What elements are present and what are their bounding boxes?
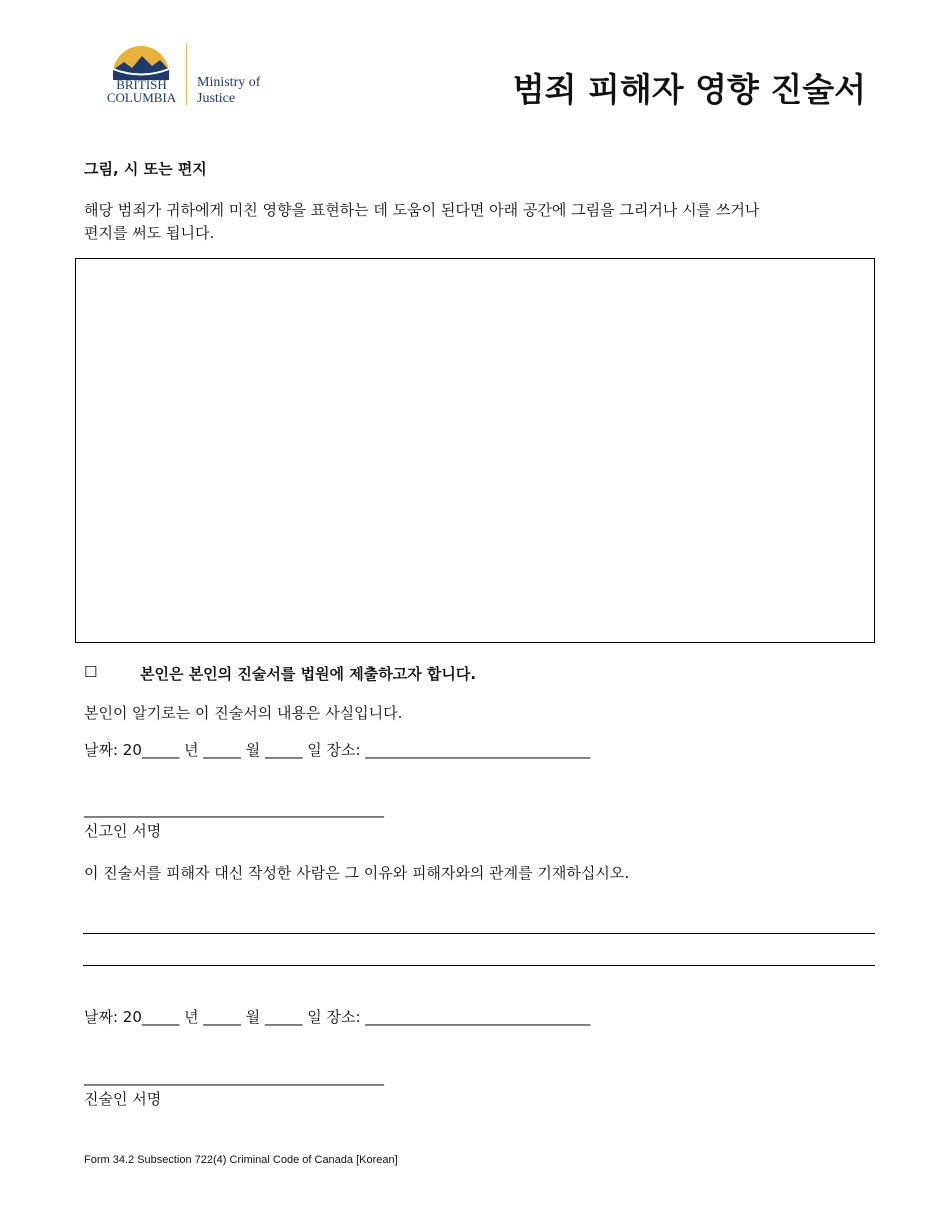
bc-sun-mountain-logo <box>112 42 170 80</box>
ministry-name: Ministry of Justice <box>197 75 261 106</box>
signature-line-2[interactable]: ________________________________________ <box>84 1068 384 1086</box>
answer-line-2[interactable] <box>83 965 875 966</box>
drawing-area[interactable] <box>75 258 875 643</box>
truth-statement: 본인이 알기로는 이 진술서의 내용은 사실입니다. <box>84 704 403 722</box>
instruction-line-2: 편지를 써도 됩니다. <box>84 224 215 242</box>
signature-label-2: 진술인 서명 <box>84 1090 162 1108</box>
proxy-note: 이 진술서를 피해자 대신 작성한 사람은 그 이유와 피해자와의 관계를 기재하십시오. <box>84 864 630 882</box>
signature-label-1: 신고인 서명 <box>84 822 162 840</box>
page-title: 범죄 피해자 영향 진술서 <box>512 70 866 109</box>
bc-logo-text: BRITISH COLUMBIA <box>106 77 177 105</box>
section-heading: 그림, 시 또는 편지 <box>84 160 207 178</box>
signature-line-1[interactable]: ________________________________________ <box>84 800 384 818</box>
date-place-line-2[interactable]: 날짜: 20_____ 년 _____ 월 _____ 일 장소: ______________________________ <box>84 1008 591 1026</box>
submit-checkbox[interactable]: ☐ <box>84 663 98 681</box>
form-footer: Form 34.2 Subsection 722(4) Criminal Code of Canada [Korean] <box>84 1154 398 1166</box>
date-place-line-1[interactable]: 날짜: 20_____ 년 _____ 월 _____ 일 장소: ______________________________ <box>84 741 591 759</box>
logo-divider <box>186 43 187 105</box>
instruction-line-1: 해당 범죄가 귀하에게 미친 영향을 표현하는 데 도움이 된다면 아래 공간에 그림을 그리거나 시를 쓰거나 <box>84 201 760 219</box>
submit-label: 본인은 본인의 진술서를 법원에 제출하고자 합니다. <box>140 665 477 683</box>
answer-line-1[interactable] <box>83 933 875 934</box>
